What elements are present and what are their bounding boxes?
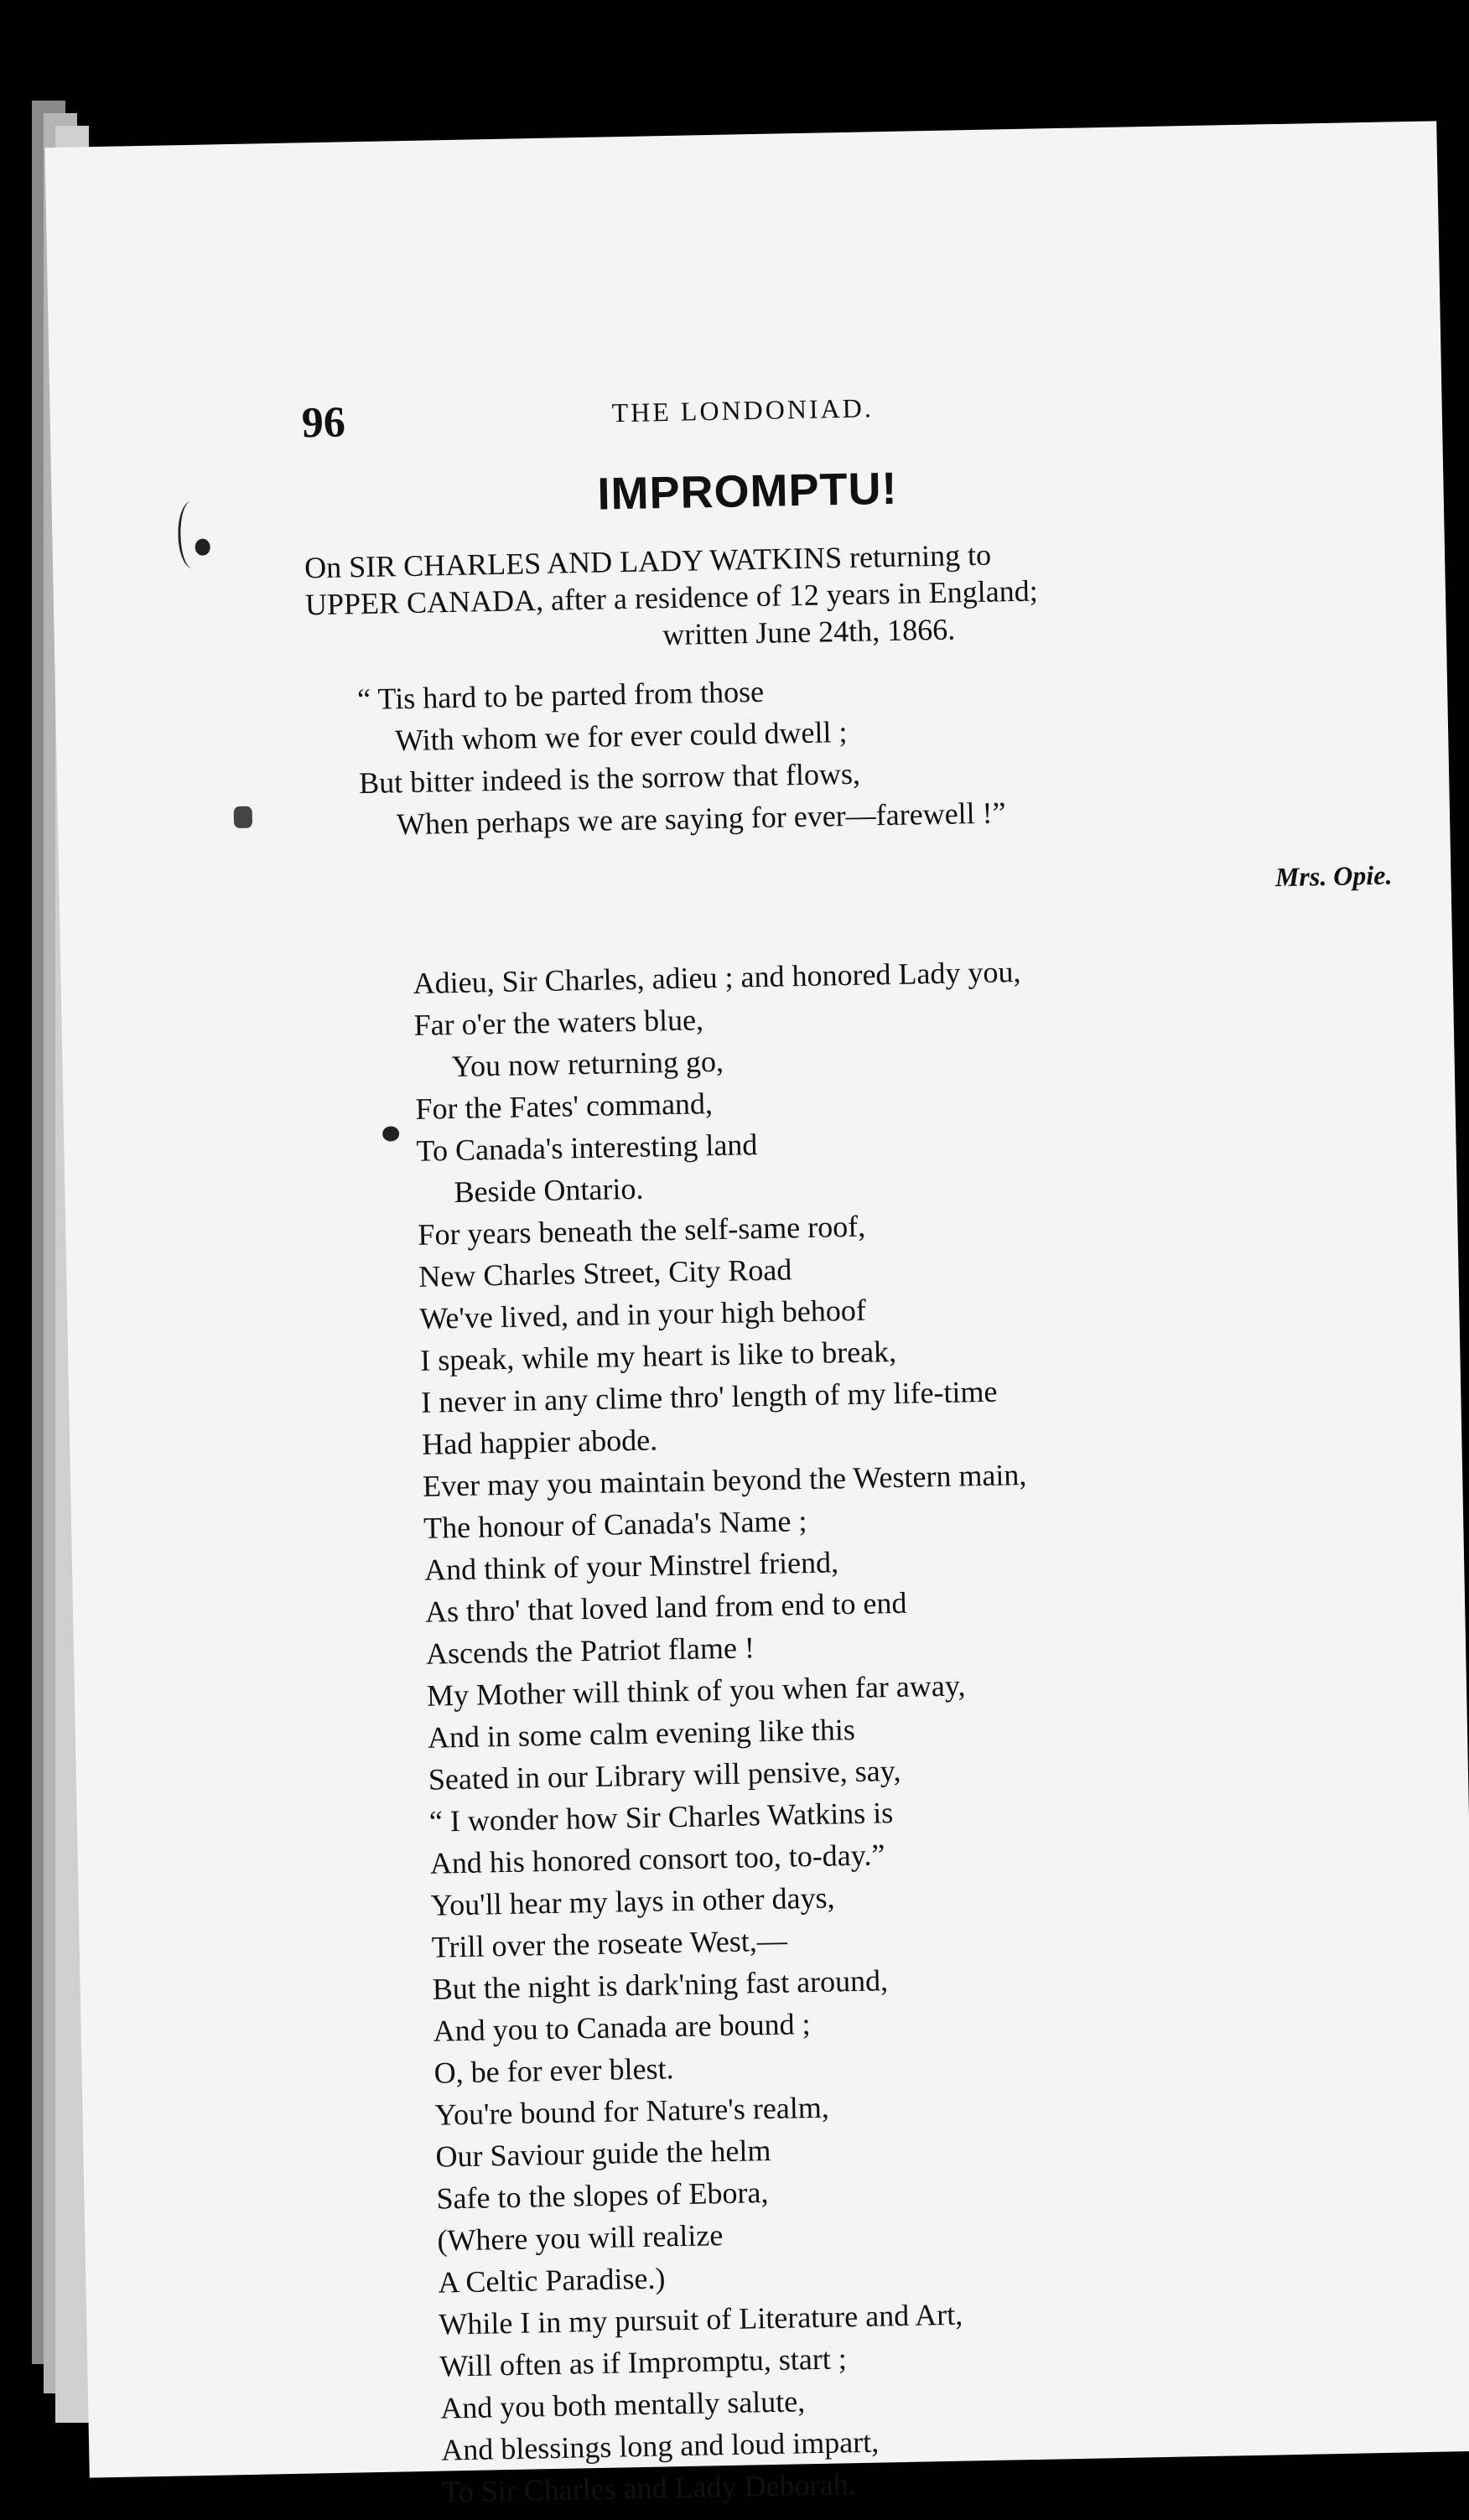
epigraph-line: With whom we for ever could dwell ; (394, 714, 848, 758)
poem-line: Seated in our Library will pensive, say, (428, 1753, 901, 1797)
poem-line: Had happier abode. (421, 1423, 658, 1461)
poem-line: Beside Ontario. (454, 1171, 644, 1210)
poem-line: As thro' that loved land from end to end (424, 1585, 907, 1629)
poem-line: I never in any clime thro' length of my life-time (420, 1374, 998, 1419)
poem-line: And blessings long and loud impart, (440, 2424, 880, 2467)
subtitle-line: On SIR CHARLES AND LADY WATKINS returning to (304, 537, 992, 585)
epigraph-line: When perhaps we are saying for ever—farewell !” (396, 796, 1006, 842)
poem-line: Our Saviour guide the helm (435, 2134, 771, 2174)
ink-blot (195, 538, 210, 555)
subtitle-line: written June 24th, 1866. (662, 612, 956, 652)
poem-line: Will often as if Impromptu, start ; (439, 2341, 848, 2383)
epigraph-attribution: Mrs. Opie. (1274, 859, 1393, 893)
ink-blot (382, 1126, 399, 1141)
poem-subtitle (304, 530, 1312, 660)
epigraph (357, 661, 1300, 846)
poem-line: And you both mentally salute, (439, 2384, 806, 2425)
running-head: THE LONDONIAD. (611, 392, 875, 428)
poem-line: For years beneath the self-same roof, (418, 1209, 866, 1252)
poem-line: To Canada's interesting land (416, 1128, 758, 1168)
poem-title: IMPROMPTU! (596, 463, 899, 520)
ink-blot (234, 806, 252, 828)
poem-line: A Celtic Paradise.) (438, 2261, 666, 2300)
subtitle-line: UPPER CANADA, after a residence of 12 years in England; (304, 573, 1039, 622)
poem-line: Ascends the Patriot flame ! (425, 1631, 755, 1671)
page-number: 96 (301, 398, 346, 448)
poem-line: Adieu, Sir Charles, adieu ; and honored Lady you, (413, 955, 1021, 1000)
poem-line: My Mother will think of you when far away, (426, 1668, 966, 1713)
poem-line: You'll hear my lays in other days, (430, 1880, 835, 1922)
poem-line: And his honored consort too, to-day.” (429, 1838, 885, 1880)
poem-line: To Sir Charles and Lady Deborah. (441, 2467, 856, 2509)
poem-line: (Where you will realize (437, 2218, 724, 2258)
poem-line: And in some calm evening like this (427, 1712, 856, 1755)
poem-line: And you to Canada are bound ; (433, 2007, 811, 2048)
poem-line: For the Fates' command, (415, 1086, 714, 1126)
epigraph-line: “ Tis hard to be parted from those (356, 674, 765, 717)
poem-line: “ I wonder how Sir Charles Watkins is (428, 1796, 894, 1838)
book-page (44, 121, 1469, 2509)
poem-line: The honour of Canada's Name ; (423, 1504, 807, 1545)
poem-line: Ever may you maintain beyond the Western main, (422, 1458, 1027, 1503)
poem-line: We've lived, and in your high behoof (418, 1293, 867, 1335)
poem-line: Trill over the roseate West,— (431, 1923, 788, 1964)
poem-line: Safe to the slopes of Ebora, (436, 2175, 769, 2216)
poem-line: While I in my pursuit of Literature and Art, (439, 2297, 963, 2341)
epigraph-line: But bitter indeed is the sorrow that flows, (358, 756, 861, 801)
poem-line: You now returning go, (451, 1044, 724, 1084)
poem-line: I speak, while my heart is like to break, (419, 1334, 897, 1377)
poem-line: You're bound for Nature's realm, (434, 2090, 830, 2132)
poem-line: New Charles Street, City Road (418, 1252, 792, 1294)
poem-line: And think of your Minstrel friend, (423, 1545, 839, 1587)
poem-line: O, be for ever blest. (433, 2051, 674, 2090)
poem-body (413, 945, 1364, 2513)
poem-line: Far o'er the waters blue, (413, 1003, 704, 1042)
poem-line: But the night is dark'ning fast around, (432, 1963, 889, 2006)
